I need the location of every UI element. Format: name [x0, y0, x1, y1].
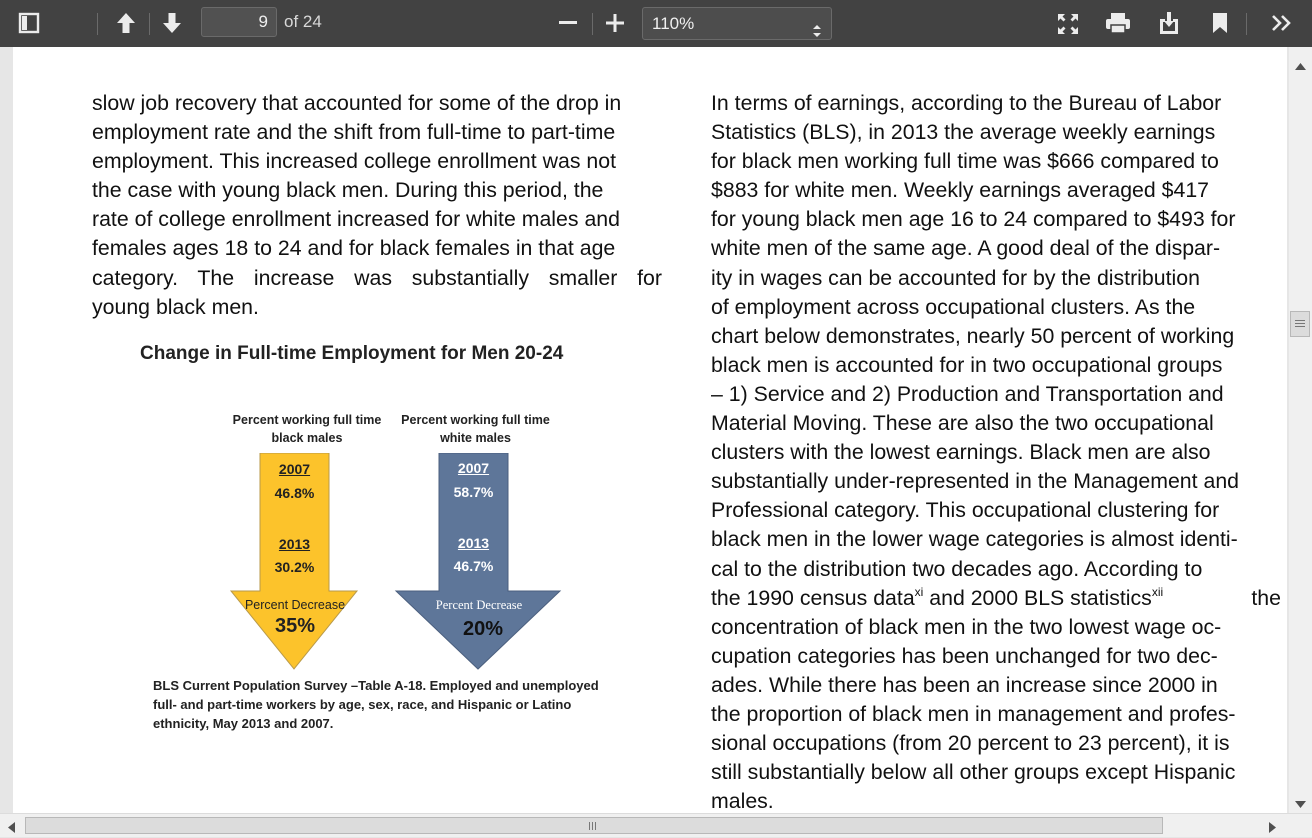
- text-line: the proportion of black men in management and profes-: [711, 701, 1236, 726]
- black-arrow-header: Percent working full time black males: [232, 413, 382, 445]
- zoom-value: 110%: [652, 14, 695, 33]
- horizontal-scroll-thumb[interactable]: [25, 817, 1163, 834]
- pdf-toolbar: [0, 0, 1312, 47]
- bookmark-icon[interactable]: [1212, 12, 1228, 34]
- scroll-down-arrow-icon[interactable]: [1295, 795, 1306, 813]
- text-line: young black men.: [92, 294, 259, 319]
- text-line: females ages 18 to 24 and for black females in that age: [92, 236, 616, 261]
- zoom-out-icon[interactable]: [559, 21, 577, 25]
- white-decrease-label: Percent Decrease: [435, 598, 523, 612]
- text-line: employment. This increased college enrollment was not: [92, 149, 617, 174]
- page-total-label: of 24: [284, 12, 322, 31]
- text-line: concentration of black men in the two lowest wage oc-: [711, 614, 1222, 639]
- scroll-left-arrow-icon[interactable]: [8, 820, 15, 838]
- white-arrow-header: Percent working full time white males: [401, 413, 550, 445]
- zoom-in-icon[interactable]: [606, 14, 624, 32]
- vertical-scroll-thumb[interactable]: [1290, 311, 1310, 337]
- white-2007-value: 58.7%: [453, 484, 494, 500]
- vertical-scrollbar[interactable]: [1289, 47, 1312, 813]
- text-line: black men is accounted for in two occupational groups: [711, 352, 1223, 377]
- zoom-select[interactable]: [642, 7, 832, 40]
- download-icon[interactable]: [1158, 11, 1180, 35]
- text-line: sional occupations (from 20 percent to 23 percent), it is: [711, 731, 1230, 756]
- white-2013-value: 46.7%: [453, 558, 494, 574]
- black-2013-year: 2013: [278, 536, 311, 552]
- black-2013-value: 30.2%: [274, 559, 315, 575]
- figure-title: Change in Full-time Employment for Men 20-24: [140, 343, 564, 364]
- text-line: clusters with the lowest earnings. Black men are also: [711, 440, 1211, 465]
- figure-source-caption: BLS Current Population Survey –Table A-18. Employed and unemployed full- and part-time workers by age, sex, race, and Hispanic or Latino ethnicity, May 2013 and 2007.: [153, 678, 599, 731]
- text-line: chart below demonstrates, nearly 50 percent of working: [711, 323, 1235, 348]
- text-line: rate of college enrollment increased for white males and: [92, 207, 620, 232]
- black-2007-year: 2007: [278, 461, 311, 477]
- text-line: Material Moving. These are also the two occupational: [711, 411, 1214, 436]
- white-2007-year: 2007: [457, 460, 490, 476]
- text-line: slow job recovery that accounted for some of the drop in: [92, 91, 622, 115]
- arrow-graphics: [203, 453, 573, 673]
- page-number-input[interactable]: 9: [201, 7, 277, 37]
- text-line: $883 for white men. Weekly earnings averaged $417: [711, 178, 1210, 203]
- text-line: – 1) Service and 2) Production and Transportation and: [711, 381, 1224, 406]
- text-line: Professional category. This occupational clustering for: [711, 498, 1220, 523]
- document-viewer: [0, 47, 1312, 837]
- pdf-page: [13, 47, 1287, 813]
- select-updown-icon: [813, 17, 821, 48]
- text-line: for black men working full time was $666 compared to: [711, 149, 1219, 174]
- text-line: cal to the distribution two decades ago. According to: [711, 556, 1203, 581]
- sidebar-toggle-icon[interactable]: [18, 12, 40, 34]
- text-line: males.: [711, 789, 774, 813]
- next-page-arrow-icon[interactable]: [161, 11, 183, 35]
- black-2007-value: 46.8%: [274, 485, 315, 501]
- presentation-mode-icon[interactable]: [1057, 13, 1079, 35]
- text-line: ades. While there has been an increase since 2000 in: [711, 672, 1218, 697]
- text-line: employment rate and the shift from full-time to part-time: [92, 120, 616, 145]
- horizontal-scrollbar[interactable]: [0, 813, 1312, 837]
- text-line-with-footnotes: the 1990 census data $^{xi}$ and 2000 BLS statistics $^{xii}$ the: [711, 584, 1281, 613]
- text-line: the case with young black men. During this period, the: [92, 178, 604, 203]
- previous-page-arrow-icon[interactable]: [115, 11, 137, 35]
- white-decrease-value: 20%: [462, 618, 504, 640]
- black-decrease-value: 35%: [274, 615, 316, 637]
- text-line: cupation categories has been unchanged for two dec-: [711, 643, 1218, 668]
- right-column-text: [711, 89, 1281, 813]
- text-line: Statistics (BLS), in 2013 the average weekly earnings: [711, 120, 1216, 145]
- footnote-ref[interactable]: xi: [914, 584, 924, 599]
- text-line: category. The increase was substantially smaller for: [92, 265, 662, 290]
- black-decrease-label: Percent Decrease: [244, 598, 346, 612]
- tools-chevron-icon[interactable]: [1271, 14, 1293, 32]
- white-2013-year: 2013: [457, 535, 490, 551]
- text-line: of employment across occupational clusters. As the: [711, 294, 1196, 319]
- text-line: white men of the same age. A good deal of the dispar-: [711, 236, 1221, 261]
- text-line: substantially under-represented in the Management and: [711, 469, 1240, 494]
- text-line: black men in the lower wage categories is almost identi-: [711, 527, 1238, 552]
- print-icon[interactable]: [1105, 12, 1131, 34]
- scroll-right-arrow-icon[interactable]: [1269, 820, 1276, 838]
- left-column-text: [92, 89, 662, 322]
- scroll-up-arrow-icon[interactable]: [1295, 57, 1306, 75]
- text-line: still substantially below all other groups except Hispanic: [711, 760, 1236, 785]
- footnote-ref[interactable]: xii: [1151, 584, 1164, 599]
- text-line: for young black men age 16 to 24 compared to $493 for: [711, 207, 1236, 232]
- text-line: In terms of earnings, according to the Bureau of Labor: [711, 91, 1222, 115]
- text-line: ity in wages can be accounted for by the distribution: [711, 265, 1200, 290]
